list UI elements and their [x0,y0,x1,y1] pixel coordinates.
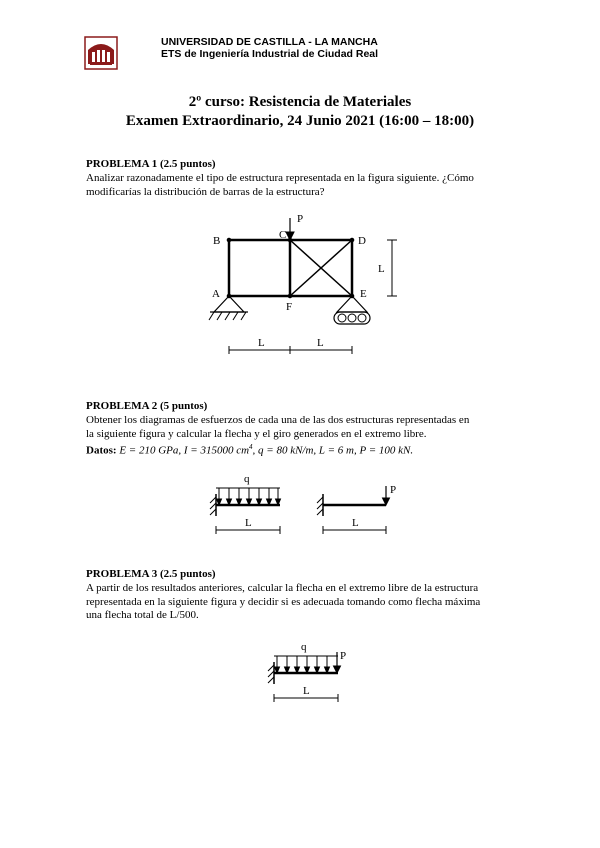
course-title: 2º curso: Resistencia de Materiales [188,94,412,110]
problem-1-line-1: Analizar razonadamente el tipo de estructura representada en la figura siguiente. ¿Cómo [86,172,474,184]
label-L-right: L [317,337,324,349]
problem-2-line-1: Obtener los diagramas de esfuerzos de cada una de las dos estructuras representadas en [86,414,470,426]
label-L-2a: L [245,517,252,529]
label-P-3: P [340,650,347,662]
label-q-2: q [244,473,250,485]
label-A: A [212,288,220,300]
problem-2-line-2: la siguiente figura y calcular la flecha y el giro generados en el extremo libre. [86,427,427,440]
data-label: Datos: [86,444,117,457]
figure-1-truss [209,218,397,354]
label-P-2: P [390,484,397,496]
problem-3-line-3: una flecha total de L/500. [86,609,199,621]
data-values-b: , q = 80 kN/m, L = 6 m, P = 100 kN. [252,444,414,457]
label-P: P [297,213,304,225]
problem-3-heading: PROBLEMA 3 (2.5 puntos) [86,568,216,580]
label-L-vertical: L [378,263,385,275]
problem-2-data-line [86,441,516,458]
problem-1-line-2: modificarías la distribución de barras de la estructura? [86,185,325,198]
label-q-3: q [301,641,307,653]
problem-1-heading: PROBLEMA 1 (2.5 puntos) [86,158,216,170]
school-name: ETS de Ingeniería Industrial de Ciudad Real [161,48,379,60]
label-D: D [358,235,366,247]
label-F: F [286,301,293,313]
data-values-a: E = 210 GPa, I = 315000 cm [119,444,250,457]
problem-3-line-2: representada en la siguiente figura y decidir si es adecuada tomando como flecha máxima [86,595,481,608]
label-B: B [213,235,221,247]
label-E: E [360,288,367,300]
label-L-3: L [303,685,310,697]
label-L-2b: L [352,517,359,529]
label-C: C [279,229,287,241]
university-name: UNIVERSIDAD DE CASTILLA - LA MANCHA [161,36,378,48]
label-L-left: L [258,337,265,349]
problem-2-text [86,414,516,458]
exam-title: Examen Extraordinario, 24 Junio 2021 (16:00 – 18:00) [125,113,475,129]
data-exponent: 4 [249,443,253,451]
problem-3-text [86,582,516,623]
problem-2-heading: PROBLEMA 2 (5 puntos) [86,400,208,412]
problem-3-line-1: A partir de los resultados anteriores, calcular la flecha en el extremo libre de la estructura [86,582,479,594]
